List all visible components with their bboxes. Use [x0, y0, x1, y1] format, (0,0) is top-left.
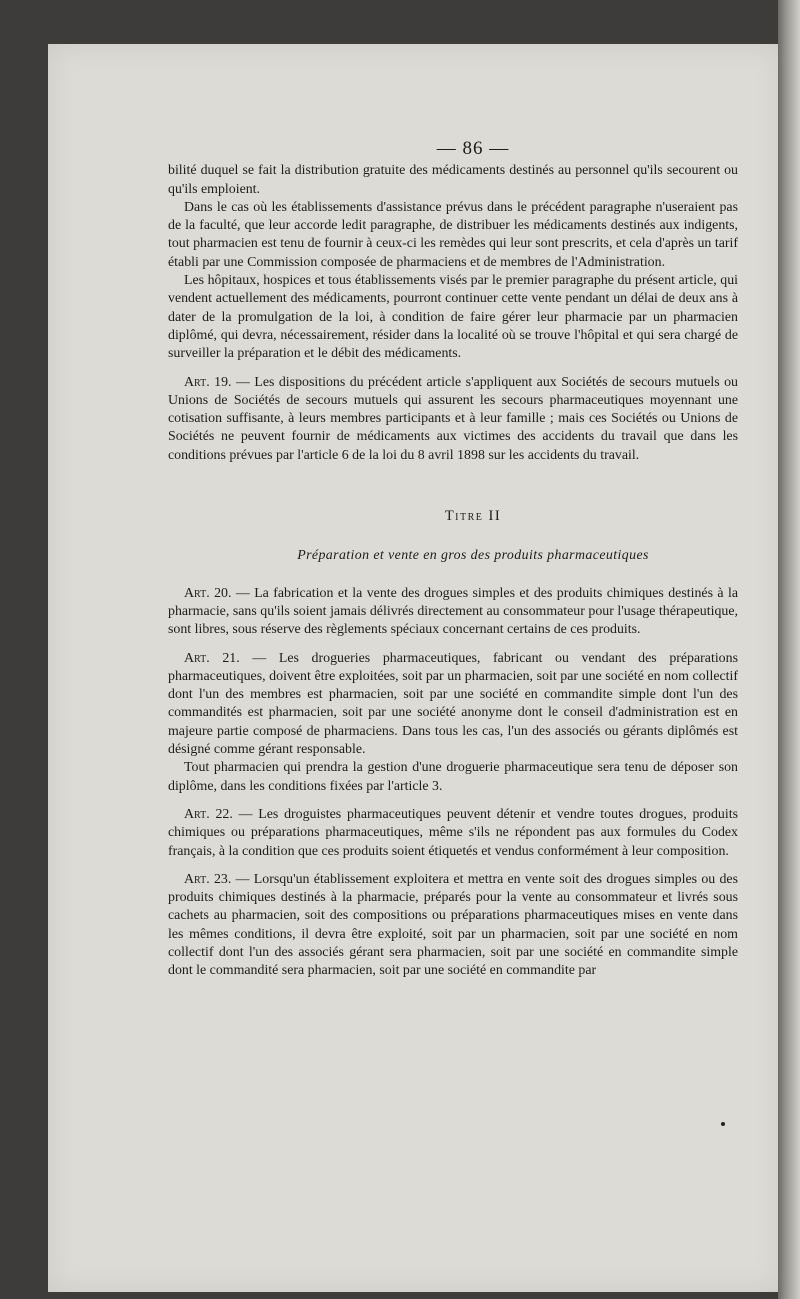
document-body: [168, 140, 738, 981]
spacer: [168, 796, 738, 806]
article-label: Art.: [184, 585, 210, 601]
spacer: [168, 640, 738, 650]
article-text: 22. — Les droguistes pharmaceutiques peuvent détenir et vendre toutes drogues, produits chimiques ou préparations pharmaceutiques, même s'ils ne répondent pas aux formules du Codex français, à la condition que ces produits soient étiquetés et vendus conformément à leur composition.: [168, 806, 738, 859]
article-20: [168, 585, 738, 640]
section-title: Titre II: [444, 508, 502, 525]
spacer: [168, 861, 738, 871]
article-text: 19. — Les dispositions du précédent article s'appliquent aux Sociétés de secours mutuels ou Unions de Sociétés de secours mutuels qui assurent les secours pharmaceutiques moyennant une cotisation suffisante, à leurs membres participants et à leur famille ; mais ces Sociétés ou Unions de Sociétés ne peuvent fournir de médicaments aux victimes des accidents du travail que dans les conditions prévues par l'article 6 de la loi du 8 avril 1898 sur les accidents du travail.: [168, 374, 738, 463]
section-subtitle: Préparation et vente en gros des produits pharmaceutiques: [297, 548, 649, 564]
article-21-paragraph-2: Tout pharmacien qui prendra la gestion d'une droguerie pharmaceutique sera tenu de déposer son diplôme, dans les conditions fixées par l'article 3.: [168, 760, 738, 794]
spacer: [168, 364, 738, 374]
ink-spot: [721, 1122, 725, 1126]
article-label: Art.: [184, 650, 210, 666]
paragraph: Dans le cas où les établissements d'assistance prévus dans le précédent paragraphe n'useraient pas de la faculté, que leur accorde ledit paragraphe, de distribuer les médicaments destinés aux indigents, tout pharmacien est tenu de fournir à ceux-ci les remèdes qui leur sont prescrits, et cela d'après un tarif établi par une Commission composée de pharmaciens et de membres de l'Administration.: [168, 199, 738, 270]
paragraph: Les hôpitaux, hospices et tous établissements visés par le premier paragraphe du présent article, qui vendent actuellement des médicaments, pourront continuer cette vente pendant un délai de deux ans à dater de la promulgation de la loi, à condition de faire gérer leur pharmacie par un pharmacien diplômé, qui devra, nécessairement, résider dans la localité où se trouve l'hôpital et qui sera chargé de surveiller la préparation et le débit des médicaments.: [168, 273, 738, 362]
article-19: [168, 374, 738, 465]
article-label: Art.: [184, 871, 210, 887]
article-label: Art.: [184, 806, 210, 822]
article-text: 20. — La fabrication et la vente des drogues simples et des produits chimiques destinés à la pharmacie, sans qu'ils soient jamais délivrés directement au consommateur pour l'usage thérapeutique, sont libres, sous réserve des règlements spéciaux concernant certains de ces produits.: [168, 585, 738, 638]
article-23: [168, 871, 738, 981]
article-label: Art.: [184, 374, 210, 390]
article-text: 23. — Lorsqu'un établissement exploitera et mettra en vente soit des drogues simples ou des produits chimiques destinés à la pharmacie, préparés pour la vente au consommateur et livrés sous cachets au pharmacien, soit des compositions ou préparations pharmaceutiques mises en vente dans les mêmes conditions, il devra être exploité, soit par un pharmacien, soit par une société en nom collectif dont l'un des associés gérant sera pharmacien, soit par une société en commandite simple dont le commandité sera pharmacien, soit par une société en commandite par: [168, 871, 738, 979]
article-21: [168, 650, 738, 760]
article-text: 21. — Les drogueries pharmaceutiques, fabricant ou vendant des préparations pharmaceutiques, doivent être exploitées, soit par un pharmacien, soit par une société en nom collectif dont l'un des membres est pharmacien, soit par une société en commandite simple dont l'un des commandités est pharmacien, soit par une société anonyme dont le conseil d'administration est en majeure partie composé de pharmaciens. Dans tous les cas, l'un des associés ou gérants diplômés est désigné comme gérant responsable.: [168, 650, 738, 758]
article-22: [168, 806, 738, 861]
paragraph: bilité duquel se fait la distribution gratuite des médicaments destinés au personnel qu'ils secourent ou qu'ils emploient.: [168, 163, 738, 197]
page-number: — 86 —: [436, 138, 510, 159]
spacer: [168, 465, 738, 507]
page-edge-shadow: [778, 0, 800, 1299]
